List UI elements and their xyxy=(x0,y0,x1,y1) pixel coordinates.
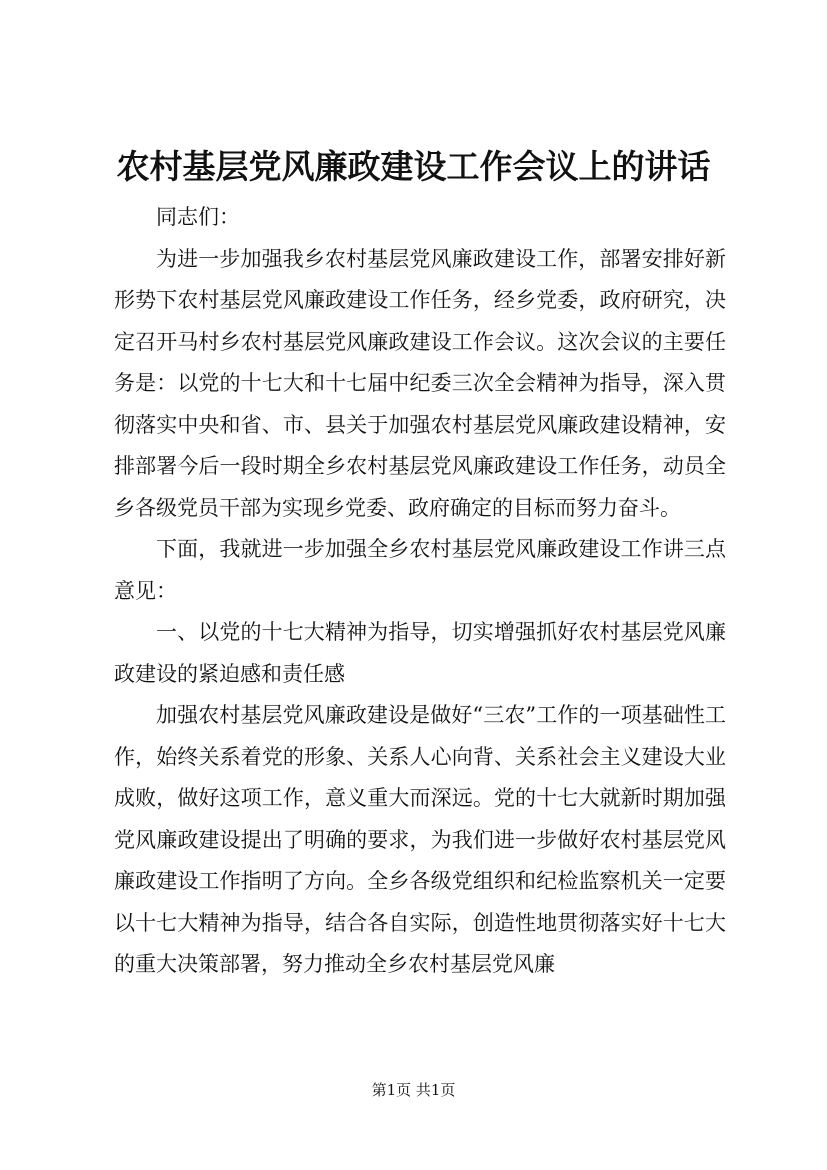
document-body xyxy=(114,197,726,986)
page-number-footer: 第1页 共1页 xyxy=(371,1081,456,1099)
body-paragraph-intro: 为进一步加强我乡农村基层党风廉政建设工作，部署安排好新形势下农村基层党风廉政建设工作任务，经乡党委，政府研究，决定召开马村乡农村基层党风廉政建设工作会议。这次会议的主要任务是：以党的十七大和十七届中纪委三次全会精神为指导，深入贯彻落实中央和省、市、县关于加强农村基层党风廉政建设精神，安排部署今后一段时期全乡农村基层党风廉政建设工作任务，动员全乡各级党员干部为实现乡党委、政府确定的目标而努力奋斗。 xyxy=(114,246,726,520)
salutation-paragraph: 同志们： xyxy=(156,205,240,229)
body-paragraph-section-1: 加强农村基层党风廉政建设是做好“三农”工作的一项基础性工作，始终关系着党的形象、关系人心向背、关系社会主义建设大业成败，做好这项工作，意义重大而深远。党的十七大就新时期加强党风廉政建设提出了明确的要求，为我们进一步做好农村基层党风廉政建设工作指明了方向。全乡各级党组织和纪检监察机关一定要以十七大精神为指导，结合各自实际，创造性地贯彻落实好十七大的重大决策部署，努力推动全乡农村基层党风廉 xyxy=(114,703,726,976)
document-title: 农村基层党风廉政建设工作会议上的讲话 xyxy=(116,147,711,186)
body-paragraph-opinions: 下面，我就进一步加强全乡农村基层党风廉政建设工作讲三点意见： xyxy=(114,537,726,603)
section-heading-1: 一、以党的十七大精神为指导，切实增强抓好农村基层党风廉政建设的紧迫感和责任感 xyxy=(114,620,726,686)
